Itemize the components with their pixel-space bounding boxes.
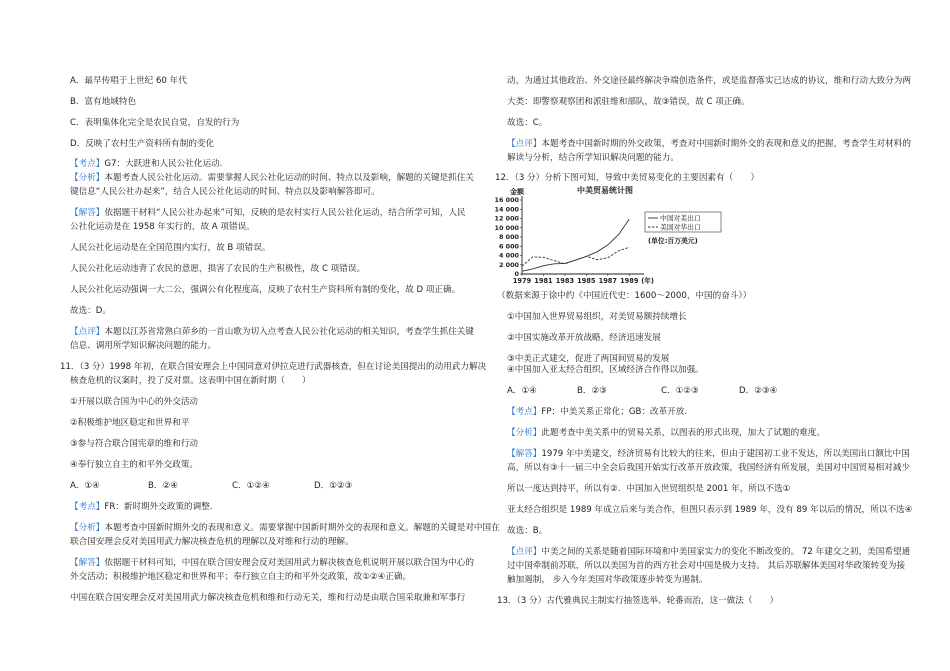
- kaodian-text: G7：大跃进和人民公社化运动.: [104, 159, 223, 169]
- q12-source: （数据来源于徐中约《中国近代史：1600～2000，中国的奋斗》）: [497, 291, 752, 301]
- q12-item-3: ③中美正式建交，促进了两国间贸易的发展: [507, 354, 670, 364]
- y-tick-label: 12 000: [494, 214, 519, 223]
- q11-fenxi-line-2: 联合国安理会反对美国用武力解决核查危机的理解以及对维和行动的理解。: [70, 537, 354, 547]
- dianping-tag: 【点评】: [507, 139, 542, 149]
- dianping-text: 本题以江苏省常熟白茆乡的一首山歌为切入点考查人民公社化运动的相关知识，考查学生抓住关键: [104, 327, 474, 337]
- dianping-tag: 【点评】: [507, 547, 542, 557]
- q10-dianping-line-1: [70, 326, 474, 338]
- q12-option-d: D．②③④: [739, 386, 778, 396]
- q10-fenxi-line-1: [70, 172, 474, 184]
- chart-y-ticks: [495, 196, 522, 278]
- q11-option-d: D．①②③: [314, 481, 353, 491]
- kaodian-text: FR：新时期外交政策的调整.: [104, 502, 213, 512]
- q10-jieda-line-5: 人民公社化运动强调一大二公，强调公有化程度高，反映了农村生产资料所有制的变化，故 D 项正确。: [70, 285, 461, 295]
- q10-jieda-line-4: 人民公社化运动违背了农民的意愿，损害了农民的生产积极性，故 C 项错误。: [70, 264, 366, 274]
- q10-dianping-line-2: 信息、调用所学知识解决问题的能力。: [70, 341, 217, 351]
- q12-option-a: A．①④: [507, 386, 537, 396]
- legend-label-us-export: 美国对华出口: [660, 223, 701, 232]
- kaodian-tag: 【考点】: [70, 502, 105, 512]
- q11-item-1: ①开展以联合国为中心的外交活动: [70, 397, 199, 407]
- jieda-tag: 【解答】: [70, 558, 105, 568]
- y-tick-label: 4 000: [498, 251, 519, 260]
- x-tick-label: 1979: [512, 277, 532, 285]
- q11-dianping-line-1: [507, 138, 911, 150]
- q12-item-4: ④中国加入亚太经合组织，区域经济合作得以加强。: [507, 365, 704, 375]
- y-tick-label: 0: [514, 270, 519, 279]
- q10-option-c: C．表明集体化完全是农民自觉，自发的行为: [70, 118, 240, 128]
- kaodian-tag: 【考点】: [70, 159, 105, 169]
- x-tick-label: 1987: [598, 277, 617, 285]
- jieda-tag: 【解答】: [70, 208, 105, 218]
- series-line-china-export: [522, 219, 629, 271]
- fenxi-tag: 【分析】: [70, 173, 105, 183]
- y-tick-label: 14 000: [494, 205, 519, 214]
- series-line-us-export: [522, 247, 629, 266]
- chart-unit-note: (单位:百万美元): [648, 237, 698, 245]
- q11-fenxi-line-1: [70, 522, 500, 534]
- y-tick-label: 2 000: [498, 260, 519, 269]
- x-tick-label: 1983: [555, 277, 575, 285]
- q11-jieda-line-3: 中国在联合国安理会反对美国用武力解决核查危机和维和行动无关，维和行动是由联合国采取兼和军事行: [70, 593, 466, 603]
- q11-stem-line-2: 核查危机的议案时，投了反对票。这表明中国在新时期（ ）: [70, 376, 311, 386]
- dianping-text: 中美之间的关系是随着国际环境和中美国家实力的变化不断改变的。 72 年建交之初，美国希望通: [541, 547, 911, 557]
- legend-label-china-export: 中国对美出口: [660, 214, 701, 223]
- jieda-text: 依据题干材料“人民公社办起来”可知，反映的是农村实行人民公社化运动，结合所学可知，人民: [104, 208, 466, 218]
- x-tick-label: 1989: [620, 277, 639, 285]
- q10-option-a: A．最早传唱于上世纪 60 年代: [70, 76, 187, 86]
- chart-series: [522, 219, 629, 271]
- x-tick-label: 1985: [577, 277, 596, 285]
- q11-dianping-line-2: 解读与分析，结合所学知识解决问题的能力。: [507, 153, 679, 163]
- q12-fenxi: [507, 427, 825, 439]
- q10-option-b: B．富有地域特色: [70, 97, 137, 107]
- q10-kaodian: [70, 158, 222, 170]
- fenxi-text: 此题考查中美关系中的贸易关系，以图表的形式出现，加大了试题的难度。: [541, 428, 825, 438]
- q10-jieda-line-1: [70, 207, 466, 219]
- q13-stem: 13．（3 分）古代雅典民主制实行抽签选举、轮番而治，这一做法（ ）: [497, 596, 779, 606]
- q11-jieda-line-2: 外交活动；积极维护地区稳定和世界和平；奉行独立自主的和平外交政策，故①②④正确。: [70, 572, 412, 582]
- dianping-tag: 【点评】: [70, 327, 105, 337]
- kaodian-tag: 【考点】: [507, 407, 542, 417]
- q11-cont-line-3: 故选：C。: [507, 118, 548, 128]
- dianping-text: 本题考查中国新时期的外交政策，考查对中国新时期外交的表现和意义的把握，考查学生对材料的: [541, 139, 911, 149]
- q11-jieda-line-1: [70, 557, 474, 569]
- q12-dianping-line-2: 过中国牵制前苏联，所以以美国为首的西方社会对中国是极力支持。 其后苏联解体美国对华政策转变为接: [507, 561, 906, 571]
- q11-stem-line-1: 11．（3 分）1998 年初，在联合国安理会上中国同意对伊拉克进行武器核查，但在讨论美国提出的动用武力解决: [60, 362, 487, 372]
- q10-option-d: D．反映了农村生产资料所有制的变化: [70, 139, 215, 149]
- q12-jieda-line-5: 故选：B。: [507, 526, 548, 536]
- y-tick-label: 8 000: [498, 233, 519, 242]
- q11-cont-line-2: 大类：即警察观察团和派驻维和部队，故③错误，故 C 项正确。: [507, 97, 750, 107]
- kaodian-text: FP：中美关系正常化；GB：改革开放.: [541, 407, 688, 417]
- q11-option-c: C．①②④: [232, 481, 270, 491]
- chart-x-ticks: [513, 274, 654, 285]
- q11-option-b: B．②④: [148, 481, 178, 491]
- q12-jieda-line-1: [507, 448, 910, 460]
- fenxi-text: 本题考查中国新时期外交的表现和意义。需要掌握中国新时期外交的表现和意义。解题的关键是对中国在: [104, 523, 500, 533]
- trade-chart: [490, 182, 750, 287]
- q12-jieda-line-4: 亚太经合组织是 1989 年成立后来与美合作，但图只表示到 1989 年，没有 89 年以后的情况，所以不选④: [507, 505, 913, 515]
- q12-item-1: ①中国加入世界贸易组织，对美贸易额持续增长: [507, 312, 687, 322]
- q10-fenxi-line-2: 键信息“人民公社办起来”，结合人民公社化运动的时间、特点以及影响解答即可。: [70, 187, 380, 197]
- q12-stem: 12．（3 分）分析下图可知，导致中美贸易变化的主要因素有（ ）: [495, 173, 760, 183]
- q11-item-2: ②积极维护地区稳定和世界和平: [70, 418, 190, 428]
- q11-item-3: ③参与符合联合国宪章的维和行动: [70, 439, 199, 449]
- q12-option-b: B．②③: [577, 386, 607, 396]
- jieda-tag: 【解答】: [507, 449, 542, 459]
- chart-legend: [645, 212, 721, 232]
- q11-option-a: A．①④: [70, 481, 100, 491]
- fenxi-text: 本题考查人民公社化运动。需要掌握人民公社化运动的时间、特点以及影响，解题的关键是抓住关: [104, 173, 474, 183]
- q11-cont-line-1: 动，为通过其他政治、外交途径最终解决争端创造条件，或是监督落实已达成的协议，维和行动大致分为两: [507, 76, 911, 86]
- q12-jieda-line-3: 所以一度达到持平，所以有②．中国加入世贸组织是 2001 年，所以不选①: [507, 484, 791, 494]
- q10-jieda-line-6: 故选：D。: [70, 306, 111, 316]
- y-tick-label: 10 000: [494, 223, 519, 232]
- chart-axes: [522, 196, 644, 274]
- q12-item-2: ②中国实施改革开放战略，经济迅速发展: [507, 333, 661, 343]
- q10-jieda-line-3: 人民公社化运动是在全国范围内实行，故 B 项错误。: [70, 243, 271, 253]
- q11-kaodian: [70, 501, 213, 513]
- chart-xlabel: (年): [641, 277, 654, 285]
- jieda-text: 依据题干材料可知，中国在联合国安理会反对美国用武力解决核查危机说明开展以联合国为中心的: [104, 558, 474, 568]
- q11-item-4: ④奉行独立自主的和平外交政策。: [70, 460, 199, 470]
- jieda-text: 1979 年中美建交，经济贸易有比较大的往来，但由于建国初工业不发达，所以美国出口额比中国: [541, 449, 910, 459]
- y-tick-label: 6 000: [498, 242, 519, 251]
- q10-jieda-line-2: 公社化运动是在 1958 年实行的，故 A 项错误。: [70, 222, 255, 232]
- chart-title: 中美贸易统计图: [577, 186, 633, 195]
- chart-ylabel: 金额: [510, 188, 524, 196]
- q12-dianping-line-1: [507, 546, 910, 558]
- q12-option-c: C．①②③: [661, 386, 699, 396]
- q12-jieda-line-2: 高，所以有③十一届三中全会后我国开始实行改革开放政策，我国经济有所发展，美国对中国贸易相对减少: [507, 463, 911, 473]
- q12-kaodian: [507, 406, 687, 418]
- y-tick-label: 16 000: [494, 196, 519, 205]
- x-tick-label: 1981: [534, 277, 553, 285]
- q12-dianping-line-3: 触加遏制， 步入今年美国对华政策逐步转变为遏制。: [507, 575, 708, 585]
- fenxi-tag: 【分析】: [507, 428, 542, 438]
- fenxi-tag: 【分析】: [70, 523, 105, 533]
